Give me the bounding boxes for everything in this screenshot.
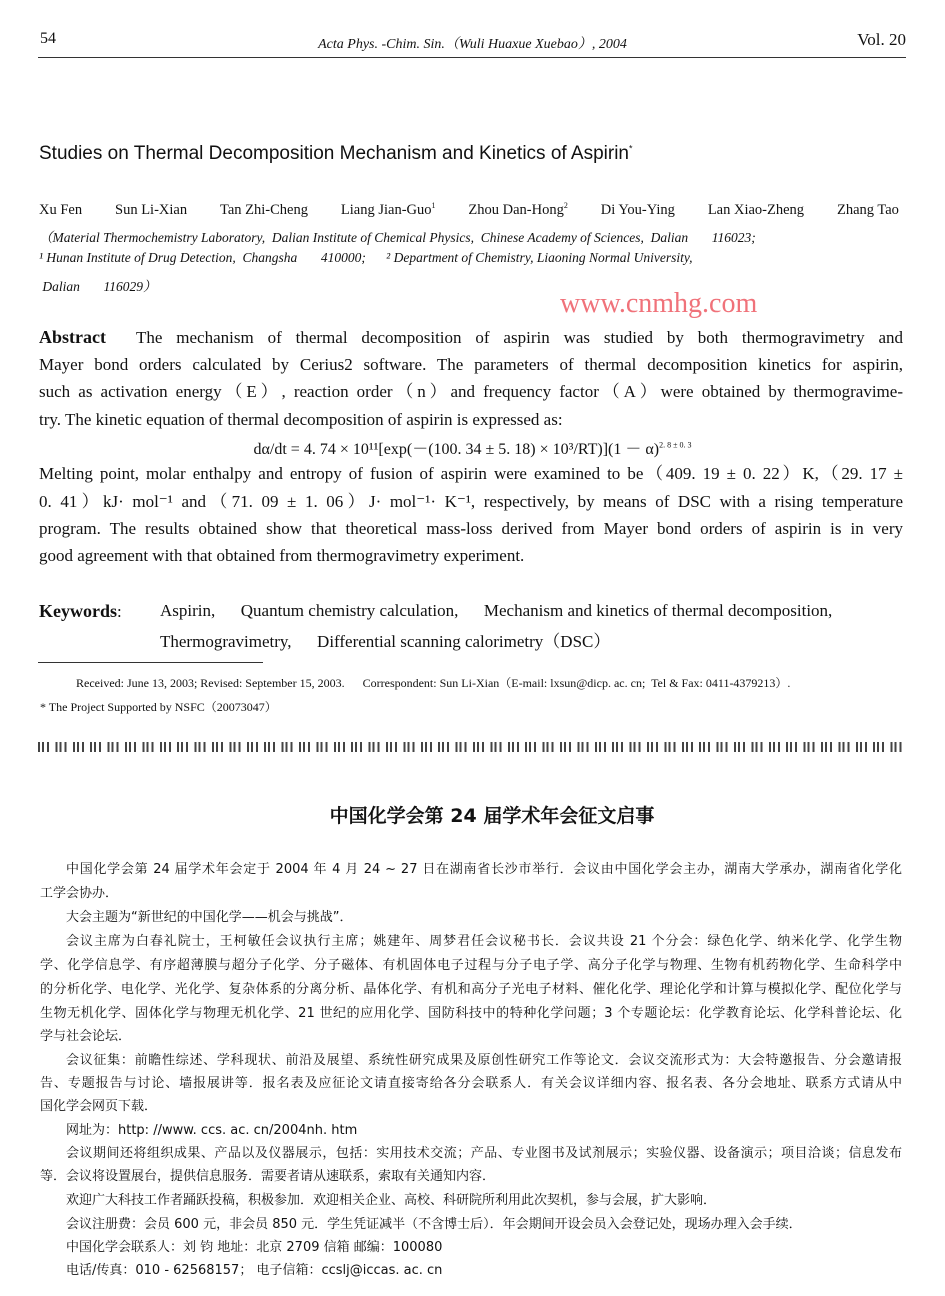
author: Xu Fen — [39, 201, 83, 218]
notice-line: 欢迎广大科技工作者踊跃投稿，积极参加．欢迎相关企业、高校、科研院所利用此次契机，参与会展，扩大影响． — [66, 1193, 717, 1208]
watermark: www.cnmhg.com — [560, 288, 758, 319]
notice-line: 的分析化学、电化学、光化学、复杂体系的分离分析、晶体化学、有机和高分子光电子材料、催化化学、理论化学和计算与模拟化学、配位化学与 — [40, 982, 902, 997]
keywords-line: Aspirin, Quantum chemistry calculation, Mechanism and kinetics of thermal decomposition, — [160, 601, 833, 620]
notice-line: 工学会协办． — [40, 886, 119, 901]
abstract-line: Abstract The mechanism of thermal decomposition of aspirin was studied by both thermogravimetry and — [39, 327, 903, 347]
notice-line: 会议主席为白春礼院士，王柯敏任会议执行主席；姚建年、周梦君任会议秘书长．会议共设 21 个分会：绿色化学、纳米化学、化学生物 — [66, 934, 902, 949]
volume: Vol. 20 — [857, 30, 906, 49]
notice-line: 生物无机化学、固体化学与物理无机化学、21 世纪的应用化学、国防科技中的特种化学问题；3 个专题论坛：化学教育论坛、化学科普论坛、化 — [40, 1006, 902, 1021]
affiliation-line: Dalian 116029） — [39, 279, 157, 294]
abstract-line: good agreement with that obtained from thermogravimetry experiment. — [39, 546, 525, 565]
keywords-line: Thermogravimetry, Differential scanning calorimetry（DSC） — [160, 632, 611, 651]
header-rule — [38, 57, 906, 58]
kinetic-equation: dα/dt = 4. 74 × 10¹¹[exp(－(100. 34 ± 5. $18) \times 10^3/RT)](1 - \alpha)^{2. 8 \pm 0. 3}$ — [253, 440, 692, 458]
author: Zhang Tao — [836, 201, 899, 218]
author: Zhou Dan-Hong$^2$ — [468, 201, 568, 218]
notice-line: 中国化学会联系人：刘 钧 地址：北京 2709 信箱 邮编：100080 — [66, 1240, 443, 1255]
notice-line: 学与社会论坛． — [40, 1029, 132, 1044]
author: Sun Li-Xian — [115, 201, 188, 218]
notice-line: 电话/传真：010 - 62568157； 电子信箱：ccslj@iccas. ac. cn — [66, 1263, 443, 1278]
notice-line: 中国化学会第 24 届学术年会定于 2004 年 4 月 24 ~ 27 日在湖南省长沙市举行．会议由中国化学会主办，湖南大学承办，湖南省化学化 — [66, 862, 902, 877]
abstract-line: program. The results obtained show that theoretical mass-loss derived from Mayer bond orders of aspirin is in very — [39, 519, 903, 538]
author: Tan Zhi-Cheng — [220, 201, 308, 218]
abstract-line: Mayer bond orders calculated by Cerius2 software. The parameters of thermal decomposition kinetics for aspirin, — [39, 355, 903, 374]
notice-line: 会议征集：前瞻性综述、学科现状、前沿及展望、系统性研究成果及原创性研究工作等论文．会议交流形式为：大会特邀报告、分会邀请报 — [66, 1053, 902, 1068]
notice-line: 国化学会网页下载． — [40, 1099, 158, 1114]
notice-line: 会议注册费：会员 600 元，非会员 850 元．学生凭证减半（不含博士后）．年会期间开设会员入会登记处，现场办理入会手续． — [66, 1217, 802, 1232]
project-footnote: * The Project Supported by NSFC（20073047） — [40, 700, 277, 714]
article-title: Studies on Thermal Decomposition Mechanism and Kinetics of Aspirin* — [39, 143, 633, 164]
notice-line: 学、化学信息学、有序超薄膜与超分子化学、分子磁体、有机固体电子过程与分子电子学、高分子化学与物理、生物有机药物化学、生命科学中 — [40, 958, 902, 973]
author: Di You-Ying — [600, 201, 675, 218]
affiliation-line: ¹ Hunan Institute of Drug Detection, Changsha 410000; ² Department of Chemistry, Liaoning Normal University, — [39, 250, 693, 265]
notice-title: 中国化学会第 24 届学术年会征文启事 — [329, 805, 655, 827]
author-list — [39, 201, 899, 219]
notice-line: 等．会议将设置展台，提供信息服务．需要者请从速联系，索取有关通知内容． — [40, 1169, 496, 1184]
abstract-line: such as activation energy（E）, reaction order（n）and frequency factor（A）were obtained by thermogravime- — [39, 382, 903, 401]
notice-line: 告、专题报告与讨论、墙报展讲等．报名表及应征论文请直接寄给各分会联系人．有关会议详细内容、报名表、各分会地址、联系方式请从中 — [40, 1076, 902, 1091]
page-number: 54 — [40, 30, 56, 47]
notice-line: 大会主题为“新世纪的中国化学——机会与挑战”． — [66, 910, 353, 925]
received-footnote: Received: June 13, 2003; Revised: September 15, 2003. Correspondent: Sun Li-Xian（E-mail: lxsun@dicp. ac. cn; Tel & Fax: 0411-4379213）. — [76, 676, 791, 690]
footnote-rule — [38, 662, 263, 663]
abstract-line: try. The kinetic equation of thermal decomposition of aspirin is expressed as: — [39, 410, 563, 429]
abstract-line: Melting point, molar enthalpy and entropy of fusion of aspirin were examined to be（409. 19 ± 0. 22）K,（29. 17 ± — [39, 464, 903, 483]
notice-line: 网址为：http: //www. ccs. ac. cn/2004nh. htm — [66, 1123, 358, 1138]
abstract-label: Abstract — [39, 327, 106, 347]
keywords-label: Keywords: — [39, 601, 122, 621]
author: Lan Xiao-Zheng — [707, 201, 805, 218]
abstract-line: 0. 41）kJ· mol⁻¹ and（71. 09 ± 1. 06）J· mol⁻¹· K⁻¹, respectively, by means of DSC with a rising temperature — [39, 492, 903, 511]
affiliation-line: （Material Thermochemistry Laboratory, Dalian Institute of Chemical Physics, Chinese Academy of Sciences, Dalian 116023; — [39, 230, 756, 245]
author: Liang Jian-Guo$^1$ — [340, 201, 436, 218]
running-header: Acta Phys. -Chim. Sin.（Wuli Huaxue Xuebao）, 2004 — [318, 37, 627, 52]
ornamental-divider — [38, 742, 906, 752]
notice-line: 会议期间还将组织成果、产品以及仪器展示，包括：实用技术交流；产品、专业图书及试剂展示；实验仪器、设备演示；项目洽谈；信息发布 — [66, 1146, 902, 1161]
